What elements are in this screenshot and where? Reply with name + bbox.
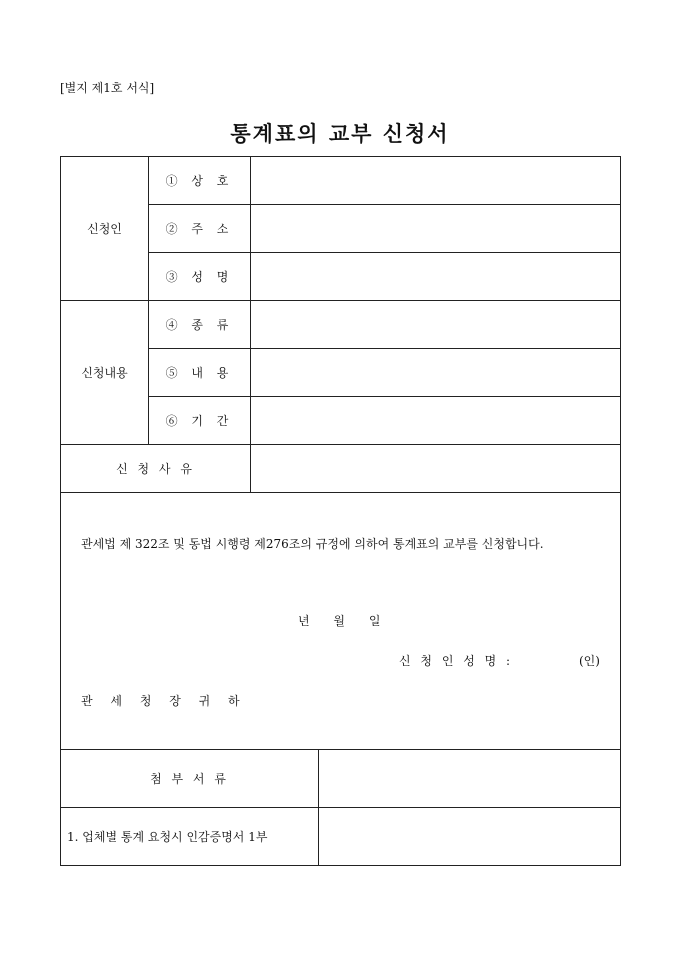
attachment-item: 1. 업체별 통계 요청시 인감증명서 1부 [61, 808, 319, 866]
signature-label: 신 청 인 성 명 : [399, 654, 514, 668]
form-number-label: [별지 제1호 서식] [60, 81, 155, 95]
applicant-row-company [61, 157, 621, 205]
address-label: ② 주 소 [149, 205, 251, 253]
reason-field[interactable] [251, 445, 621, 493]
address-field[interactable] [251, 205, 621, 253]
month-label: 월 [333, 614, 346, 628]
attachment-item-field[interactable] [319, 808, 621, 866]
period-field[interactable] [251, 397, 621, 445]
declaration-text: 관세법 제 322조 및 동법 시행령 제276조의 규정에 의하여 통계표의 교부를 신청합니다. [81, 537, 544, 551]
attachments-header: 첨 부 서 류 [61, 750, 319, 808]
application-table [60, 156, 621, 493]
company-name-label: ① 상 호 [149, 157, 251, 205]
request-row-type [61, 301, 621, 349]
seal-mark: (인) [579, 654, 600, 668]
reason-row [61, 445, 621, 493]
declaration-section [60, 492, 621, 749]
attachments-header-row [61, 750, 621, 808]
attachments-header-blank [319, 750, 621, 808]
content-field[interactable] [251, 349, 621, 397]
request-group-label: 신청내용 [61, 301, 149, 445]
applicant-group-label: 신청인 [61, 157, 149, 301]
company-name-field[interactable] [251, 157, 621, 205]
reason-label: 신 청 사 유 [61, 445, 251, 493]
period-label: ⑥ 기 간 [149, 397, 251, 445]
addressee: 관 세 청 장 귀 하 [81, 694, 247, 708]
type-label: ④ 종 류 [149, 301, 251, 349]
applicant-name-field[interactable] [251, 253, 621, 301]
date-line [298, 612, 400, 629]
attachments-table [60, 749, 621, 866]
day-label: 일 [368, 614, 381, 628]
content-label: ⑤ 내 용 [149, 349, 251, 397]
form-title: 통계표의 교부 신청서 [230, 121, 450, 146]
attachments-item-row [61, 808, 621, 866]
year-label: 년 [298, 614, 310, 628]
type-field[interactable] [251, 301, 621, 349]
applicant-name-label: ③ 성 명 [149, 253, 251, 301]
